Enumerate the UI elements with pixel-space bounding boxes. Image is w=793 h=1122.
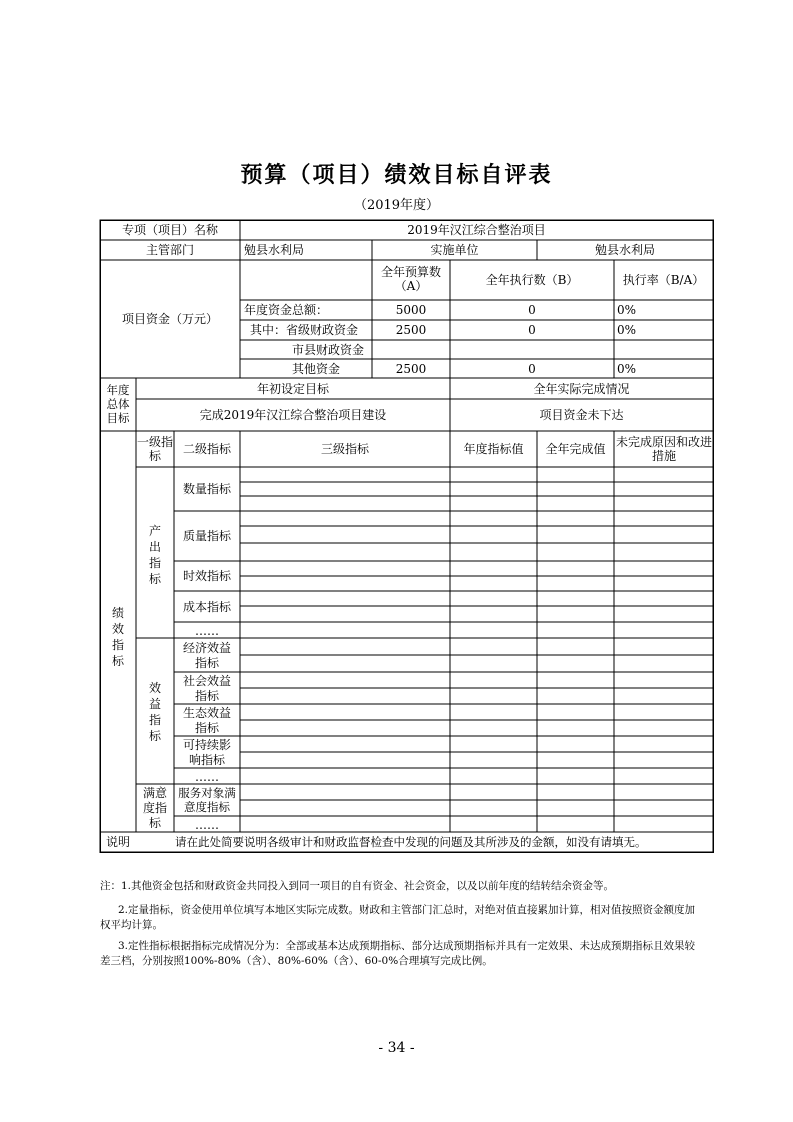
col-level2-header: 二级指标 [182, 442, 231, 456]
col-rate-header: 执行率（B/A） [622, 273, 705, 287]
fund-row-budget: 2500 [395, 323, 427, 337]
satisfaction-indicators-label: 满意度指标 [142, 786, 167, 830]
performance-indicators-label: 绩效指标 [111, 606, 124, 668]
output-item: …… [195, 624, 219, 638]
note-2: 2.定量指标，资金使用单位填写本地区实际完成数。财政和主管部门汇总时，对绝对值直接累加计算，相对值按照资金额度加权平均计算。 [100, 904, 696, 931]
fund-row-rate: 0% [617, 303, 637, 317]
fund-row-budget: 5000 [395, 303, 427, 317]
col-reason-header: 未完成原因和改进措施 [616, 435, 713, 463]
remark-text: 请在此处简要说明各级审计和财政监督检查中发现的问题及其所涉及的金额，如没有请填无。 [175, 835, 647, 849]
goal-actual-value: 项目资金未下达 [539, 408, 624, 422]
unit-label: 实施单位 [430, 243, 479, 257]
note-1: 注：1.其他资金包括和财政资金共同投入到同一项目的自有资金、社会资金，以及以前年度的结转结余资金等。 [100, 880, 615, 892]
output-item: 时效指标 [182, 569, 231, 583]
note-3: 3.定性指标根据指标完成情况分为：全部或基本达成预期指标、部分达成预期指标并具有一定效果、未达成预期指标且效果较差三档，分别按照100%-80%（含）、80%-60%（含）、60-0%合理填写完成比例。 [100, 940, 696, 967]
project-name-value: 2019年汉江综合整治项目 [407, 223, 546, 237]
fund-row-exec: 0 [528, 323, 536, 337]
benefit-indicators-label: 效益指标 [148, 681, 161, 743]
dept-label: 主管部门 [145, 243, 194, 257]
fund-row-rate: 0% [617, 362, 637, 376]
document-title: 预算（项目）绩效目标自评表 [240, 162, 553, 188]
funds-section-label: 项目资金（万元） [121, 312, 218, 326]
col-done-header: 全年完成值 [545, 442, 606, 456]
fund-row-exec: 0 [528, 362, 536, 376]
fund-row-exec: 0 [528, 303, 536, 317]
goal-set-header: 年初设定目标 [256, 382, 329, 396]
annual-goal-label: 年度总体目标 [106, 383, 130, 425]
output-item: 数量指标 [182, 482, 231, 496]
benefit-item: …… [195, 770, 219, 784]
satisfaction-item: …… [195, 818, 219, 832]
col-level3-header: 三级指标 [320, 442, 369, 456]
col-exec-header: 全年执行数（B） [485, 273, 579, 287]
output-indicators-label: 产出指标 [148, 524, 161, 586]
fund-row-rate: 0% [617, 323, 637, 337]
col-target-header: 年度指标值 [463, 442, 524, 456]
fund-row-label: 市县财政资金 [292, 343, 365, 357]
fund-row-label: 其他资金 [292, 362, 341, 376]
fund-row-budget: 2500 [395, 362, 427, 376]
dept-value: 勉县水利局 [244, 243, 305, 257]
goal-actual-header: 全年实际完成情况 [533, 382, 630, 396]
benefit-item: 经济效益指标 [182, 641, 231, 670]
project-name-label: 专项（项目）名称 [121, 223, 218, 237]
benefit-item: 社会效益指标 [182, 674, 231, 703]
satisfaction-item: 服务对象满意度指标 [178, 786, 236, 814]
benefit-item: 可持续影响指标 [182, 738, 231, 767]
goal-set-value: 完成2019年汉江综合整治项目建设 [199, 408, 387, 422]
unit-value: 勉县水利局 [594, 243, 655, 257]
fund-row-label: 年度资金总额： [244, 303, 329, 317]
col-budget-header: 全年预算数（A） [380, 265, 441, 293]
output-item: 质量指标 [182, 529, 231, 543]
benefit-item: 生态效益指标 [182, 706, 231, 735]
output-item: 成本指标 [182, 600, 231, 614]
remark-label: 说明 [105, 835, 130, 849]
fund-row-label: 其中：省级财政资金 [250, 323, 359, 337]
col-level1-header: 一级指标 [137, 435, 174, 463]
document-subtitle: （2019年度） [353, 198, 440, 213]
page-number: - 34 - [378, 1040, 415, 1056]
